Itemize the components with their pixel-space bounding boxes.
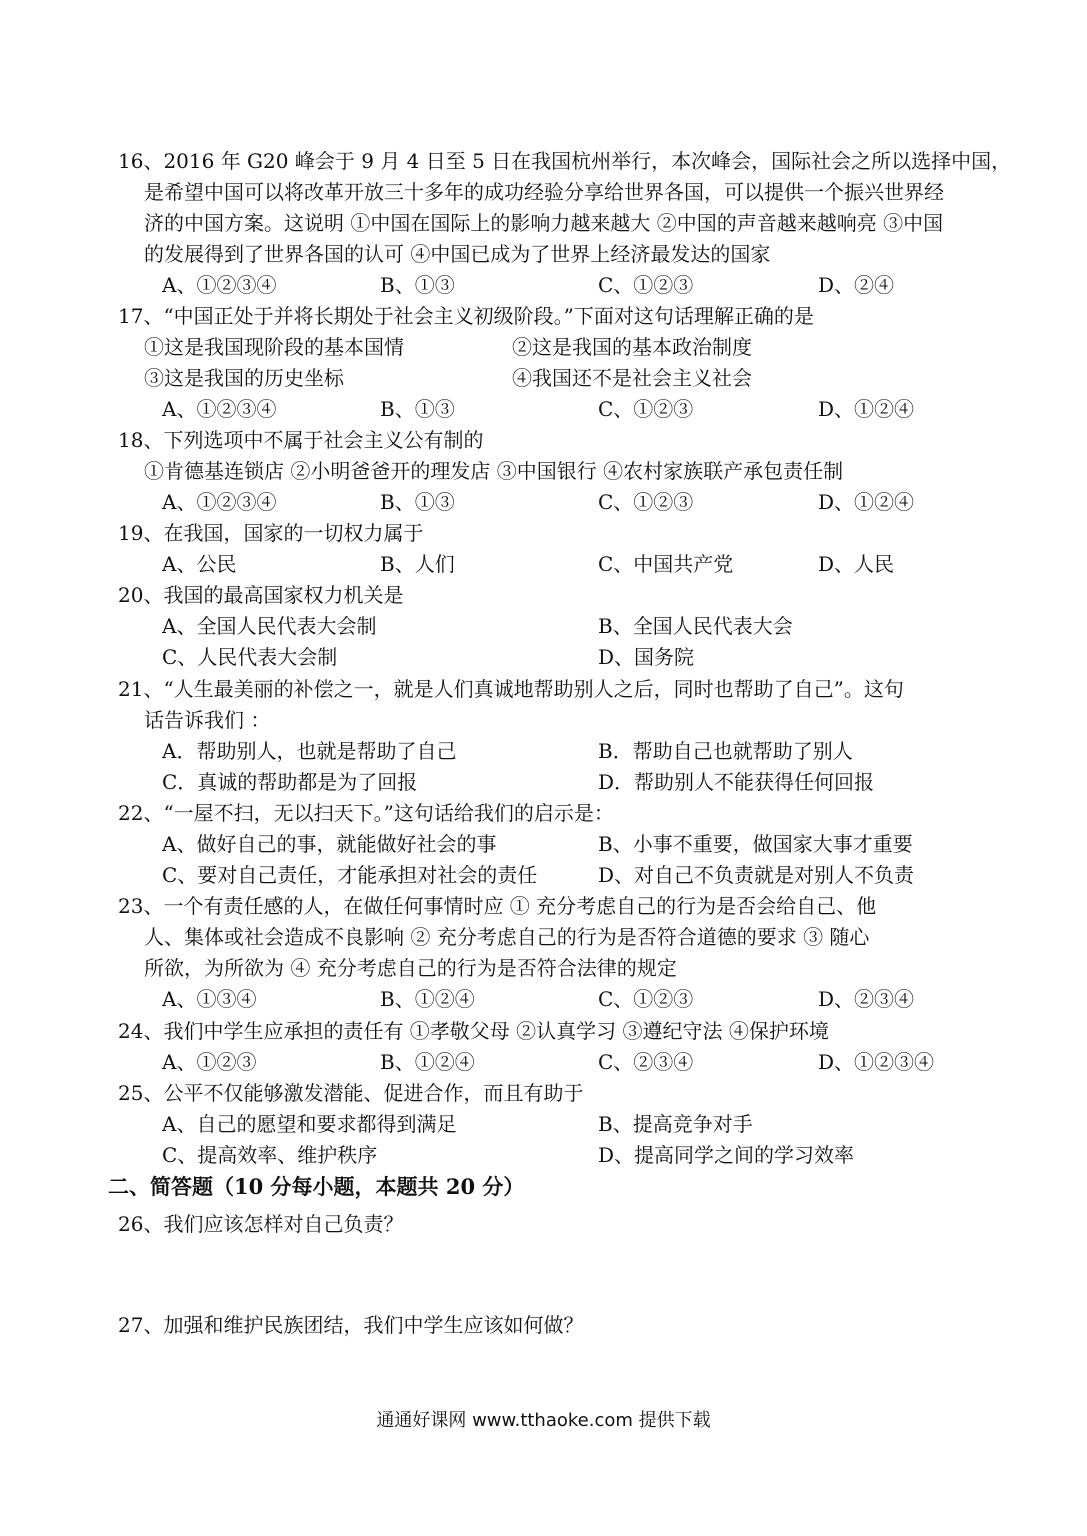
q17-option-d: D、①②④ bbox=[818, 397, 915, 421]
q21-option-d: D．帮助别人不能获得任何回报 bbox=[598, 770, 875, 794]
q22-stem-line1: 22、“一屋不扫，无以扫天下。”这句话给我们的启示是： bbox=[118, 801, 614, 825]
q22-option-c: C、要对自己责任，才能承担对社会的责任 bbox=[162, 863, 538, 887]
q20-option-a: A、全国人民代表大会制 bbox=[162, 614, 377, 638]
q25-option-b: B、提高竞争对手 bbox=[598, 1112, 753, 1136]
q24-option-b: B、①②④ bbox=[380, 1050, 475, 1074]
q20-option-d: D、国务院 bbox=[598, 645, 695, 669]
q21-stem-line1: 21、“人生最美丽的补偿之一，就是人们真诚地帮助别人之后，同时也帮助了自己”。这句 bbox=[118, 677, 904, 701]
q17-option-a: A、①②③④ bbox=[162, 397, 277, 421]
q18-option-c: C、①②③ bbox=[598, 490, 694, 514]
q25-option-d: D、提高同学之间的学习效率 bbox=[598, 1143, 855, 1167]
q20-stem-line1: 20、我国的最高国家权力机关是 bbox=[118, 583, 404, 607]
q18-option-d: D、①②④ bbox=[818, 490, 915, 514]
q17-stem-line1: 17、“中国正处于并将长期处于社会主义初级阶段。”下面对这句话理解正确的是 bbox=[118, 304, 814, 328]
q21-stem-line2: 话告诉我们 ： bbox=[144, 708, 271, 732]
q16-stem-line2: 是希望中国可以将改革开放三十多年的成功经验分享给世界各国，可以提供一个振兴世界经 bbox=[144, 180, 944, 204]
q17-statement-4: ④我国还不是社会主义社会 bbox=[512, 366, 752, 390]
q18-option-a: A、①②③④ bbox=[162, 490, 277, 514]
q21-option-a: A．帮助别人，也就是帮助了自己 bbox=[162, 739, 457, 763]
q26-stem-line1: 26、我们应该怎样对自己负责？ bbox=[118, 1212, 404, 1236]
q24-stem-line1: 24、我们中学生应承担的责任有 ①孝敬父母 ②认真学习 ③遵纪守法 ④保护环境 bbox=[118, 1019, 829, 1043]
q17-statement-3: ③这是我国的历史坐标 bbox=[144, 366, 344, 390]
q21-option-b: B．帮助自己也就帮助了别人 bbox=[598, 739, 853, 763]
q19-option-a: A、公民 bbox=[162, 552, 237, 576]
q19-option-c: C、中国共产党 bbox=[598, 552, 734, 576]
q25-option-c: C、提高效率、维护秩序 bbox=[162, 1143, 378, 1167]
q24-option-a: A、①②③ bbox=[162, 1050, 257, 1074]
q18-statements: ①肯德基连锁店 ②小明爸爸开的理发店 ③中国银行 ④农村家族联产承包责任制 bbox=[144, 459, 844, 483]
q22-option-a: A、做好自己的事，就能做好社会的事 bbox=[162, 832, 497, 856]
q18-option-b: B、①③ bbox=[380, 490, 455, 514]
q23-option-b: B、①②④ bbox=[380, 987, 475, 1011]
q23-stem-line3: 所欲，为所欲为 ④ 充分考虑自己的行为是否符合法律的规定 bbox=[144, 956, 677, 980]
q19-stem-line1: 19、在我国，国家的一切权力属于 bbox=[118, 521, 424, 545]
q17-option-b: B、①③ bbox=[380, 397, 455, 421]
q24-option-c: C、②③④ bbox=[598, 1050, 694, 1074]
q25-option-a: A、自己的愿望和要求都得到满足 bbox=[162, 1112, 457, 1136]
q18-stem-line1: 18、下列选项中不属于社会主义公有制的 bbox=[118, 428, 484, 452]
q16-option-b: B、①③ bbox=[380, 273, 455, 297]
q24-option-d: D、①②③④ bbox=[818, 1050, 935, 1074]
q21-option-c: C．真诚的帮助都是为了回报 bbox=[162, 770, 418, 794]
q23-option-a: A、①③④ bbox=[162, 987, 257, 1011]
q22-option-b: B、小事不重要，做国家大事才重要 bbox=[598, 832, 913, 856]
q20-option-c: C、人民代表大会制 bbox=[162, 645, 338, 669]
q27-stem-line1: 27、加强和维护民族团结，我们中学生应该如何做？ bbox=[118, 1313, 584, 1337]
q23-option-d: D、②③④ bbox=[818, 987, 915, 1011]
q16-stem-line3: 济的中国方案。这说明 ①中国在国际上的影响力越来越大 ②中国的声音越来越响亮 ③中国 bbox=[144, 211, 944, 235]
q16-stem-line1: 16、2016 年 G20 峰会于 9 月 4 日至 5 日在我国杭州举行，本次峰会，国际社会之所以选择中国， bbox=[118, 149, 1012, 173]
q16-option-c: C、①②③ bbox=[598, 273, 694, 297]
section-heading-short-answer: 二、简答题（10 分每小题，本题共 20 分） bbox=[108, 1174, 525, 1199]
q16-option-a: A、①②③④ bbox=[162, 273, 277, 297]
q17-statement-1: ①这是我国现阶段的基本国情 bbox=[144, 335, 404, 359]
q22-option-d: D、对自己不负责就是对别人不负责 bbox=[598, 863, 915, 887]
q23-stem-line2: 人、集体或社会造成不良影响 ② 充分考虑自己的行为是否符合道德的要求 ③ 随心 bbox=[144, 925, 870, 949]
q20-option-b: B、全国人民代表大会 bbox=[598, 614, 793, 638]
q23-stem-line1: 23、一个有责任感的人，在做任何事情时应 ① 充分考虑自己的行为是否会给自己、他 bbox=[118, 894, 877, 918]
q17-option-c: C、①②③ bbox=[598, 397, 694, 421]
q19-option-d: D、人民 bbox=[818, 552, 895, 576]
q16-option-d: D、②④ bbox=[818, 273, 895, 297]
q17-statement-2: ②这是我国的基本政治制度 bbox=[512, 335, 752, 359]
footer-source: 通通好课网 www.tthaoke.com 提供下载 bbox=[376, 1410, 711, 1431]
q19-option-b: B、人们 bbox=[380, 552, 455, 576]
q25-stem-line1: 25、公平不仅能够激发潜能、促进合作，而且有助于 bbox=[118, 1081, 584, 1105]
q23-option-c: C、①②③ bbox=[598, 987, 694, 1011]
q16-stem-line4: 的发展得到了世界各国的认可 ④中国已成为了世界上经济最发达的国家 bbox=[144, 242, 771, 266]
